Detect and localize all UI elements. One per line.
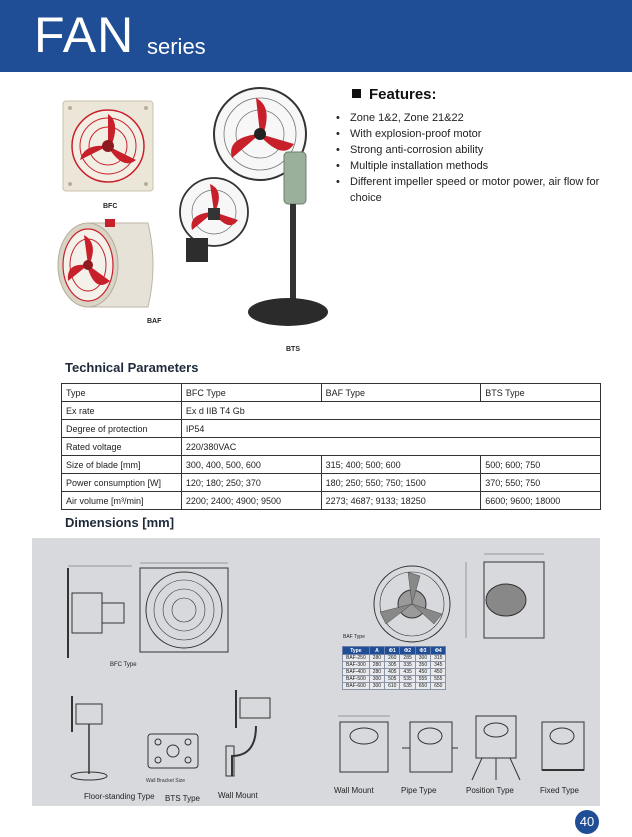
features-title: Features:	[369, 86, 437, 103]
table-row	[343, 683, 446, 690]
table-cell: BAF-300	[343, 662, 370, 669]
page-header	[0, 0, 632, 72]
table-cell: 260	[385, 655, 400, 662]
header-subtitle: series	[147, 34, 206, 59]
features-heading	[352, 86, 437, 103]
row-label: Air volume [m³/min]	[62, 492, 182, 510]
table-header-row	[62, 384, 601, 402]
floor-standing-label: Floor-standing Type	[84, 792, 155, 801]
table-cell: 345	[431, 662, 446, 669]
table-cell: 505	[385, 676, 400, 683]
baf-dimension-table	[342, 646, 446, 690]
feature-item: • With explosion-proof motor	[336, 126, 616, 142]
bfc-caption: BFC	[103, 203, 118, 210]
table-cell: 650	[431, 683, 446, 690]
table-row	[343, 676, 446, 683]
feature-item: • Different impeller speed or motor power, air flow for choice	[336, 174, 616, 206]
table-cell: 335	[400, 662, 415, 669]
baf-type-label: BAF Type	[343, 634, 365, 640]
table-row	[62, 438, 601, 456]
table-cell: 315; 400; 500; 600	[321, 456, 481, 474]
position-type-label: Position Type	[466, 786, 514, 795]
table-cell: 280	[369, 655, 384, 662]
table-cell: Ex d IIB T4 Gb	[181, 402, 600, 420]
table-cell: 500; 600; 750	[481, 456, 601, 474]
table-cell: 300	[369, 683, 384, 690]
table-cell: 315	[431, 655, 446, 662]
wall-mount-left-label: Wall Mount	[218, 791, 258, 800]
bts-type-label: BTS Type	[165, 794, 200, 803]
row-label: Rated voltage	[62, 438, 182, 456]
fixed-type-label: Fixed Type	[540, 786, 579, 795]
table-cell: 300	[415, 655, 430, 662]
table-header-cell: Type	[62, 384, 182, 402]
table-cell: BAF-400	[343, 669, 370, 676]
table-row	[62, 474, 601, 492]
bfc-fan-image	[62, 100, 154, 192]
baf-front-drawing	[368, 558, 458, 648]
wall-mount-drawing	[212, 686, 302, 786]
table-cell: BAF-500	[343, 676, 370, 683]
table-row	[62, 492, 601, 510]
table-cell: 450	[415, 669, 430, 676]
bfc-side-drawing	[62, 558, 142, 668]
table-cell: 370; 550; 750	[481, 474, 601, 492]
square-bullet-icon	[352, 89, 361, 98]
dimensions-title: Dimensions [mm]	[65, 515, 175, 530]
baf-position-drawing	[466, 708, 526, 784]
table-cell: 450	[431, 669, 446, 676]
table-row	[62, 402, 601, 420]
tech-params-table	[61, 383, 601, 510]
table-cell: IP54	[181, 420, 600, 438]
baf-fan-image	[50, 215, 160, 315]
table-header-cell: A	[369, 647, 384, 655]
table-cell: 2200; 2400; 4900; 9500	[181, 492, 321, 510]
feature-item: • Zone 1&2, Zone 21&22	[336, 110, 616, 126]
bfc-front-drawing	[136, 560, 236, 656]
table-cell: 300	[369, 676, 384, 683]
floor-standing-drawing	[62, 686, 132, 786]
table-header-cell: BTS Type	[481, 384, 601, 402]
table-header-cell: Type	[343, 647, 370, 655]
table-row	[343, 655, 446, 662]
table-header-row	[343, 647, 446, 655]
table-cell: 120; 180; 250; 370	[181, 474, 321, 492]
table-cell: 350	[415, 662, 430, 669]
row-label: Ex rate	[62, 402, 182, 420]
table-row	[62, 456, 601, 474]
table-cell: 300, 400, 500, 600	[181, 456, 321, 474]
table-cell: 535	[400, 676, 415, 683]
row-label: Power consumption [W]	[62, 474, 182, 492]
baf-caption: BAF	[147, 318, 162, 325]
table-row	[343, 669, 446, 676]
table-header-cell: Φ3	[415, 647, 430, 655]
table-header-cell: Φ1	[385, 647, 400, 655]
feature-item: • Multiple installation methods	[336, 158, 616, 174]
wall-bracket-label: Wall Bracket Size	[146, 778, 185, 784]
table-cell: 280	[369, 669, 384, 676]
table-cell: 555	[431, 676, 446, 683]
wall-bracket-drawing	[144, 728, 204, 778]
table-cell: 220/380VAC	[181, 438, 600, 456]
dimensions-panel	[32, 538, 600, 806]
table-cell: BAF-600	[343, 683, 370, 690]
row-label: Degree of protection	[62, 420, 182, 438]
page-number: 40	[575, 810, 599, 834]
wall-mount-label: Wall Mount	[334, 786, 374, 795]
bts-caption: BTS	[286, 346, 300, 353]
pipe-type-label: Pipe Type	[401, 786, 437, 795]
baf-pipe-drawing	[400, 708, 460, 780]
table-cell: BAF-250	[343, 655, 370, 662]
header-title: FAN	[34, 7, 135, 63]
baf-wall-mount-drawing	[334, 708, 394, 780]
table-row	[62, 420, 601, 438]
baf-side-drawing	[460, 550, 560, 646]
baf-fixed-drawing	[532, 708, 592, 780]
table-header-cell: Φ4	[431, 647, 446, 655]
table-cell: 610	[385, 683, 400, 690]
table-cell: 435	[400, 669, 415, 676]
table-cell: 635	[400, 683, 415, 690]
tech-params-title: Technical Parameters	[65, 360, 199, 375]
feature-item: • Strong anti-corrosion ability	[336, 142, 616, 158]
table-header-cell: Φ2	[400, 647, 415, 655]
table-cell: 285	[400, 655, 415, 662]
bts-fan-image	[176, 86, 336, 348]
features-list	[336, 110, 616, 206]
table-cell: 305	[385, 662, 400, 669]
table-cell: 555	[415, 676, 430, 683]
table-cell: 650	[415, 683, 430, 690]
table-cell: 6600; 9600; 18000	[481, 492, 601, 510]
table-cell: 2273; 4687; 9133; 18250	[321, 492, 481, 510]
table-cell: 405	[385, 669, 400, 676]
table-cell: 280	[369, 662, 384, 669]
table-header-cell: BFC Type	[181, 384, 321, 402]
table-cell: 180; 250; 550; 750; 1500	[321, 474, 481, 492]
row-label: Size of blade [mm]	[62, 456, 182, 474]
table-row	[343, 662, 446, 669]
bfc-type-label: BFC Type	[110, 662, 137, 668]
table-header-cell: BAF Type	[321, 384, 481, 402]
